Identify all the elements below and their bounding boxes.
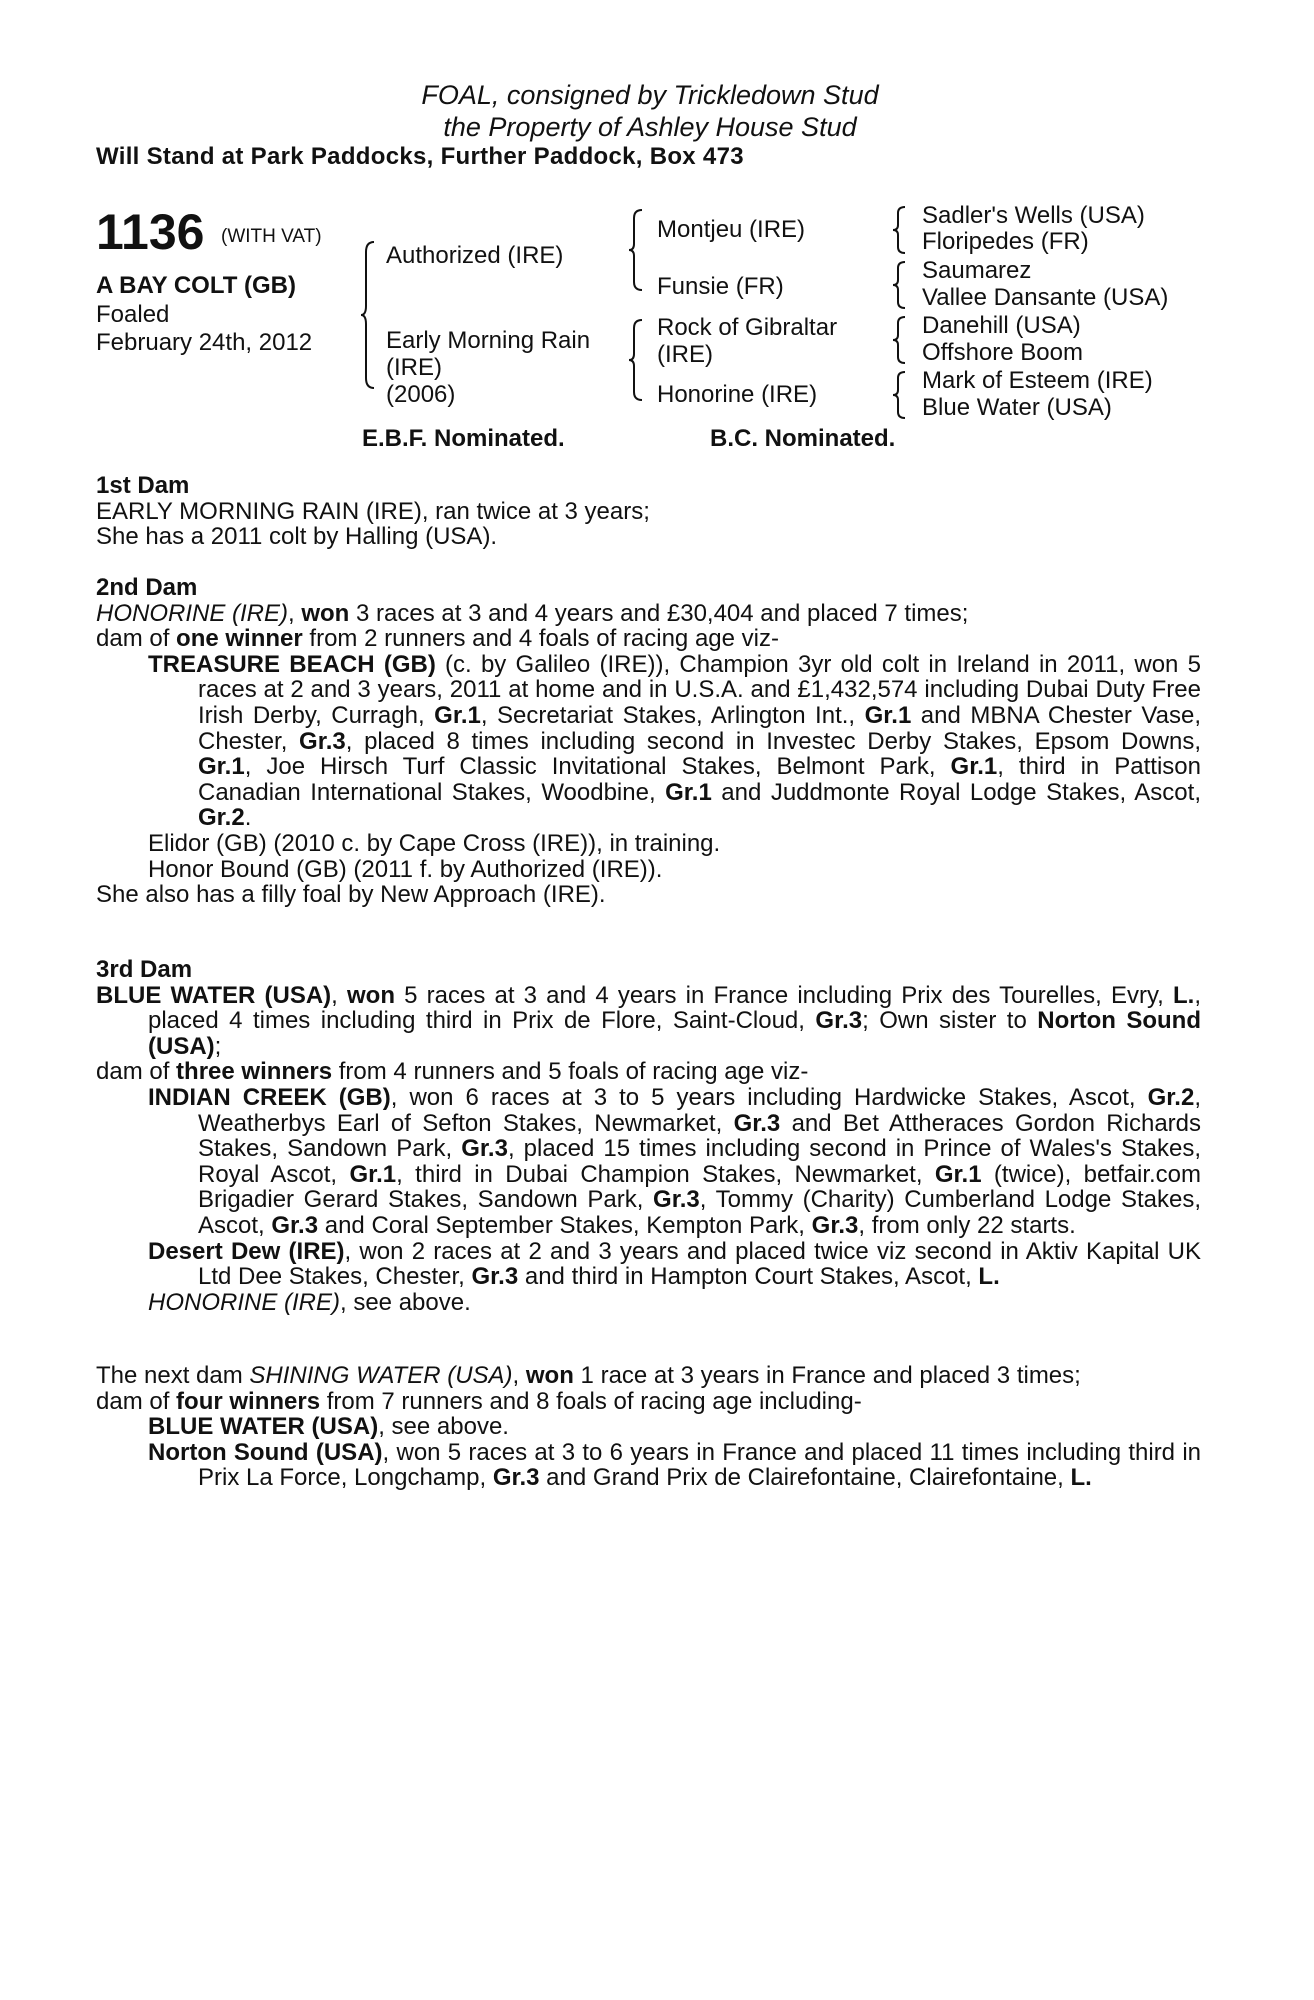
produce-entry-elidor: Elidor (GB) (2010 c. by Cape Cross (IRE)), in training. — [148, 829, 721, 857]
pedigree-brace-dam — [628, 318, 646, 402]
bc-nominated: B.C. Nominated. — [710, 425, 896, 452]
first-dam-heading: 1st Dam — [96, 472, 190, 499]
second-dam-section — [96, 575, 1201, 908]
produce-entry-treasure-beach: TREASURE BEACH (GB) (c. by Galileo (IRE)), Champion 3yr old colt in Ireland in 2011, won 5 races at 2 and 3 years, 2011 at home and in U.S.A. and £1,432,574 including Dubai Duty Free Irish Derby, Curragh, Gr.1, Secretariat Stakes, Arlington Int., Gr.1 and MBNA Chester Vase, Chester, Gr.3, placed 8 times including second in Investec Derby Stakes, Epsom Downs, Gr.1, Joe Hirsch Turf Classic Invitational Stakes, Belmont Park, Gr.1, third in Pattison Canadian International Stakes, Woodbine, Gr.1 and Juddmonte Royal Lodge Stakes, Ascot, Gr.2. — [148, 650, 1202, 832]
produce-entry-indian-creek: INDIAN CREEK (GB), won 6 races at 3 to 5 years including Hardwicke Stakes, Ascot, Gr.2, Weatherbys Earl of Sefton Stakes, Newmarket, Gr.3 and Bet Attheraces Gordon Richards Stakes, Sandown Park, Gr.3, placed 15 times including second in Prince of Wales's Stakes, Royal Ascot, Gr.1, third in Dubai Champion Stakes, Newmarket, Gr.1 (twice), betfair.com Brigadier Gerard Stakes, Sandown Park, Gr.3, Tommy (Charity) Cumberland Lodge Stakes, Ascot, Gr.3 and Coral September Stakes, Kempton Park, Gr.3, from only 22 starts. — [148, 1083, 1202, 1239]
pedigree-g8: Blue Water (USA) — [922, 394, 1112, 421]
foaled-label: Foaled — [96, 301, 170, 328]
vat-note: (WITH VAT) — [221, 226, 322, 247]
pedigree-g1: Sadler's Wells (USA) — [922, 202, 1145, 229]
pedigree-sire: Authorized (IRE) — [386, 242, 564, 269]
pedigree-sire-dam: Funsie (FR) — [657, 273, 784, 300]
consignor-line: FOAL, consigned by Trickledown Stud — [421, 80, 879, 110]
pedigree-brace-sire — [628, 208, 646, 292]
next-dam-summary: The next dam SHINING WATER (USA), won 1 race at 3 years in France and placed 3 times; — [96, 1362, 1081, 1389]
pedigree-dam-dam: Honorine (IRE) — [657, 381, 818, 408]
pedigree-brace-g4 — [892, 370, 908, 420]
first-dam-line: EARLY MORNING RAIN (IRE), ran twice at 3 years; — [96, 497, 650, 525]
pedigree-dam-line2: (IRE) — [386, 354, 442, 381]
produce-entry-desert-dew: Desert Dew (IRE), won 2 races at 2 and 3 years and placed twice viz second in Aktiv Kapital UK Ltd Dee Stakes, Chester, Gr.3 and third in Hampton Court Stakes, Ascot, L. — [148, 1237, 1202, 1291]
produce-entry-honor-bound: Honor Bound (GB) (2011 f. by Authorized (IRE)). — [148, 855, 663, 883]
third-dam-heading: 3rd Dam — [96, 956, 193, 983]
second-dam-heading: 2nd Dam — [96, 574, 198, 601]
pedigree-g2: Floripedes (FR) — [922, 228, 1089, 255]
property-line: the Property of Ashley House Stud — [443, 112, 857, 142]
won-label: won — [301, 599, 350, 627]
pedigree-brace-g1 — [892, 205, 908, 255]
dam-name: HONORINE (IRE) — [96, 599, 288, 627]
pedigree-g5: Danehill (USA) — [922, 312, 1081, 339]
stand-location: Will Stand at Park Paddocks, Further Paddock, Box 473 — [96, 143, 744, 170]
pedigree-sire-sire: Montjeu (IRE) — [657, 216, 806, 243]
pedigree-dam-line3: (2006) — [386, 381, 456, 408]
pedigree-g6: Offshore Boom — [922, 339, 1083, 366]
lot-number: 1136 — [96, 204, 205, 260]
pedigree-brace-g3 — [892, 315, 908, 365]
ebf-nominated: E.B.F. Nominated. — [362, 425, 565, 452]
pedigree-g3: Saumarez — [922, 257, 1032, 284]
third-dam-section — [96, 957, 1201, 1315]
pedigree-dam-sire-line2: (IRE) — [657, 341, 713, 368]
second-dam-filly-note: She also has a filly foal by New Approach (IRE). — [96, 881, 606, 909]
third-dam-produce: dam of three winners from 4 runners and 5 foals of racing age viz- — [96, 1058, 809, 1086]
next-dam-produce: dam of four winners from 7 runners and 8 foals of racing age including- — [96, 1387, 862, 1415]
second-dam-summary: HONORINE (IRE), won 3 races at 3 and 4 years and £30,404 and placed 7 times; — [96, 599, 969, 627]
horse-description: A BAY COLT (GB) — [96, 272, 297, 299]
next-dam-section — [96, 1363, 1201, 1491]
pedigree-brace-main — [360, 240, 380, 390]
first-dam-produce: She has a 2011 colt by Halling (USA). — [96, 523, 498, 551]
produce-entry-blue-water: BLUE WATER (USA), see above. — [148, 1413, 509, 1441]
third-dam-summary: BLUE WATER (USA), won 5 races at 3 and 4 years in France including Prix des Tourelles, Evry, L., placed 4 times including third in Prix de Flore, Saint-Cloud, Gr.3; Own sister to Norton Sound (USA); — [96, 981, 1202, 1060]
pedigree-dam-sire-line1: Rock of Gibraltar — [657, 314, 838, 341]
produce-entry-norton-sound: Norton Sound (USA), won 5 races at 3 to 6 years in France and placed 11 times including third in Prix La Force, Longchamp, Gr.3 and Grand Prix de Clairefontaine, Clairefontaine, L. — [148, 1438, 1201, 1492]
foaled-date: February 24th, 2012 — [96, 329, 313, 356]
pedigree-g4: Vallee Dansante (USA) — [922, 284, 1169, 311]
pedigree-dam-line1: Early Morning Rain — [386, 327, 591, 354]
produce-entry-honorine: HONORINE (IRE), see above. — [148, 1288, 471, 1316]
pedigree-g7: Mark of Esteem (IRE) — [922, 367, 1153, 394]
first-dam-section — [96, 473, 1201, 550]
second-dam-produce: dam of one winner from 2 runners and 4 foals of racing age viz- — [96, 625, 779, 653]
pedigree-brace-g2 — [892, 260, 908, 310]
